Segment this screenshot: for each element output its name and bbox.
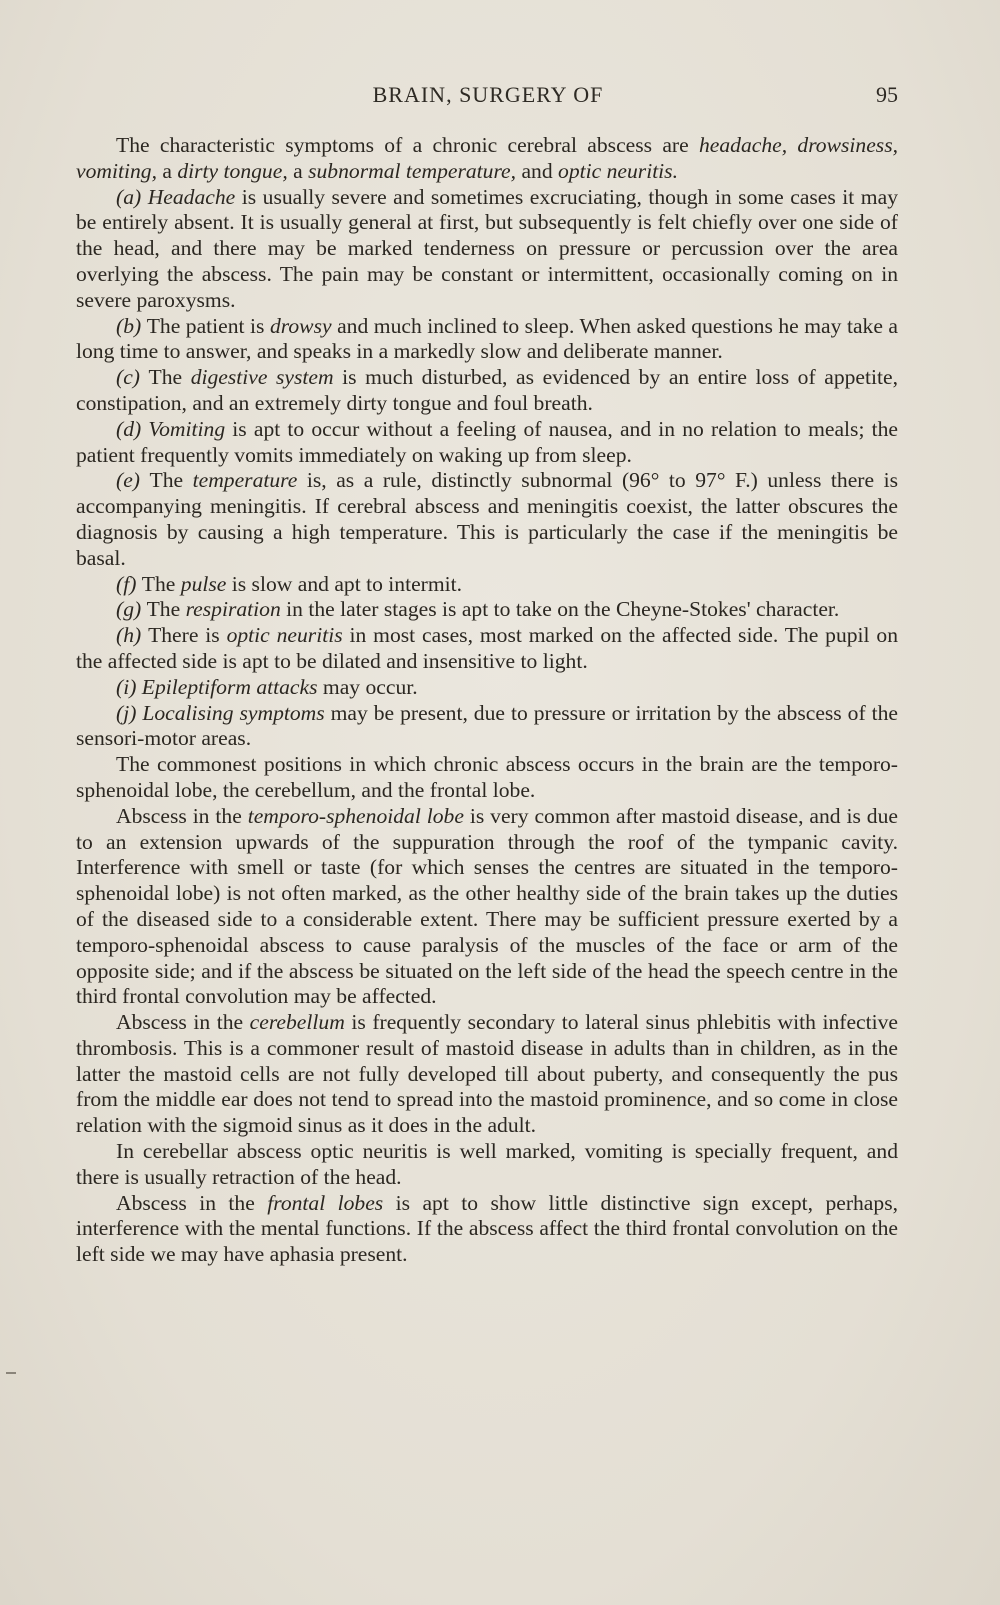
paragraph-intro [76, 133, 898, 185]
italic-text: headache, drowsiness, vomiting, [76, 133, 898, 183]
paragraph-frontal [76, 1191, 898, 1268]
text-run: is apt to occur without a feeling of nausea, and in no relation to meals; the patient frequently vomits immediately on waking up from sleep. [76, 416, 898, 467]
text-run: The [146, 597, 186, 622]
text-run: The [141, 571, 181, 596]
paragraph-positions [76, 752, 898, 804]
text-run: is much disturbed, as evidenced by an entire loss of appetite, constipation, and an extremely dirty tongue and foul breath. [76, 365, 898, 415]
italic-text: drowsy [269, 313, 332, 338]
italic-text: frontal lobes [267, 1190, 384, 1215]
paragraph-g [76, 597, 898, 623]
text-run: a [156, 158, 178, 183]
text-run: is very common after mastoid disease, and is due to an extension upwards of the suppuration through the roof of the tympanic cavity. Interference with smell or taste (for which senses the centres are situated in the temporo-sphenoidal lobe) is not often marked, as the other healthy side of the brain takes up the duties of the diseased side to a considerable extent. There may be sufficient pressure exerted by a temporo-sphenoidal abscess to cause paralysis of the muscles of the face or arm of the opposite side; and if the abscess be situated on the left side of the head the speech centre in the third frontal convolution may be affected. [76, 803, 898, 1009]
paragraph-e [76, 468, 898, 571]
text-run: is slow and apt to intermit. [226, 571, 463, 596]
paragraph-c [76, 365, 898, 417]
page-header [78, 82, 898, 118]
text-run: is, as a rule, distinctly subnormal (96° to 97° F.) unless there is accompanying meningitis. If cerebral abscess and meningitis coexist, the latter obscures the diagnosis by causing a high temperature. This is particularly the case if the meningitis be basal. [76, 468, 898, 570]
italic-text: Headache [147, 184, 236, 209]
paragraph-cerebellar [76, 1139, 898, 1191]
italic-text: (j) [116, 700, 143, 725]
text-run: The patient is [146, 313, 270, 338]
text-run: The characteristic symptoms of a chronic cerebral abscess are [116, 133, 699, 157]
paragraph-temporo [76, 804, 898, 1010]
text-run: in most cases, most marked on the affected side. The pupil on the affected side is apt to be dilated and insensitive to light. [76, 623, 899, 673]
italic-text: cerebellum [249, 1010, 345, 1035]
running-head: BRAIN, SURGERY OF [372, 82, 604, 107]
paragraph-a [76, 185, 898, 314]
paragraph-h [76, 623, 898, 675]
italic-text: subnormal temperature, [308, 158, 517, 183]
paragraph-j [76, 701, 898, 753]
italic-text: pulse [180, 571, 227, 596]
italic-text: optic neuritis [226, 623, 343, 648]
paragraph-b [76, 314, 898, 366]
italic-text: temporo-sphenoidal lobe [247, 803, 464, 828]
paragraph-d [76, 417, 898, 469]
italic-text: (b) [116, 313, 147, 338]
text-run: and much inclined to sleep. When asked questions he may take a long time to answer, and speaks in a markedly slow and deliberate manner. [76, 313, 899, 364]
text-run: There is [148, 623, 227, 648]
text-run: Abscess in the [116, 1190, 268, 1215]
text-run: in the later stages is apt to take on the Cheyne-Stokes' character. [280, 597, 840, 622]
text-run: The commonest positions in which chronic abscess occurs in the brain are the temporo-sphenoidal lobe, the cerebellum, and the frontal lobe. [76, 752, 898, 802]
text-run: and [516, 158, 559, 183]
italic-text: (f) [116, 571, 142, 596]
text-run: a [287, 158, 309, 183]
italic-text: temperature [192, 468, 298, 493]
text-run: The [148, 365, 191, 390]
italic-text: Localising symptoms [142, 700, 325, 725]
text-run: may occur. [317, 674, 418, 699]
italic-text: (c) [116, 365, 149, 390]
text-run: is usually severe and sometimes excruciating, though in some cases it may be entirely absent. It is usually general at first, but subsequently is felt chiefly over one side of the head, and there may be marked tenderness on pressure or percussion over the area overlying the abscess. The pain may be constant or intermittent, occasionally coming on in severe paroxysms. [76, 184, 898, 312]
text-run: Abscess in the [116, 803, 248, 828]
text-run: The [149, 468, 193, 493]
italic-text: (a) [116, 184, 148, 209]
italic-text: (e) [116, 468, 150, 493]
text-run: In cerebellar abscess optic neuritis is well marked, vomiting is specially frequent, and there is usually retraction of the head. [76, 1139, 898, 1189]
paragraph-f [76, 572, 898, 598]
page-number: 95 [876, 82, 898, 107]
italic-text: (i) [116, 674, 142, 699]
text-run: may be present, due to pressure or irritation by the abscess of the sensori-motor areas. [76, 700, 898, 751]
paragraph-cerebellum [76, 1010, 898, 1139]
italic-text: digestive system [190, 365, 334, 390]
italic-text: (g) [116, 597, 147, 622]
text-run: Abscess in the [116, 1010, 250, 1035]
italic-text: dirty tongue, [177, 158, 288, 183]
paragraph-i [76, 675, 898, 701]
text-run: is apt to show little distinctive sign except, perhaps, interference with the mental functions. If the abscess affect the third frontal convolution on the left side we may have aphasia present. [76, 1190, 898, 1267]
italic-text: (h) [116, 623, 149, 648]
italic-text: respiration [185, 597, 281, 622]
body-text [76, 133, 898, 1268]
margin-mark [6, 1372, 16, 1374]
italic-text: Epileptiform attacks [141, 674, 318, 699]
italic-text: (d) [116, 416, 149, 441]
italic-text: Vomiting [148, 416, 226, 441]
text-run: is frequently secondary to lateral sinus phlebitis with infective thrombosis. This is a commoner result of mastoid disease in adults than in children, as in the latter the mastoid cells are not fully developed till about puberty, and consequently the pus from the middle ear does not tend to spread into the mastoid prominence, and so come in close relation with the sigmoid sinus as it does in the adult. [76, 1010, 898, 1138]
italic-text: optic neuritis. [558, 158, 678, 183]
